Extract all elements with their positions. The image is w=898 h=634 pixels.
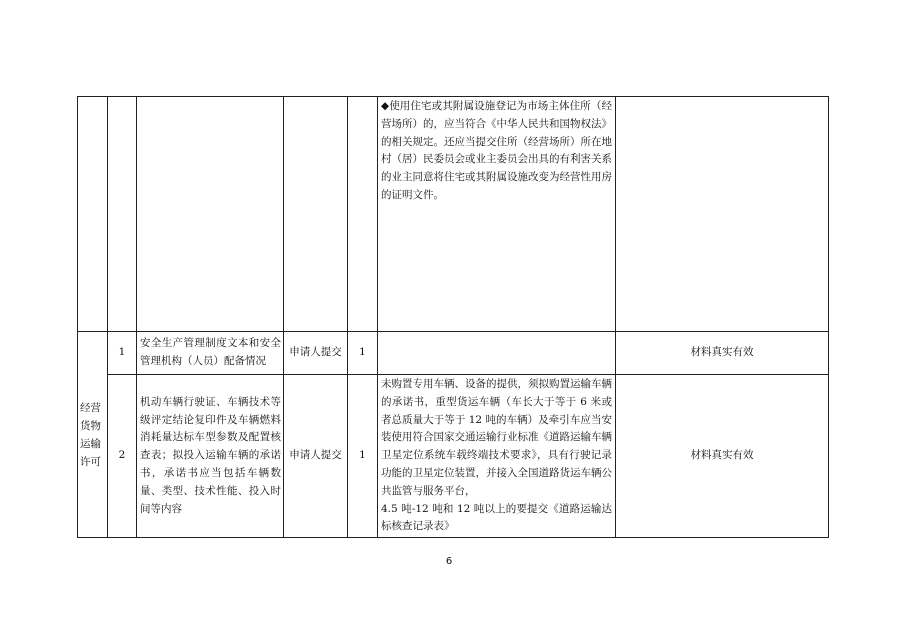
copies-count-cell: 1: [348, 332, 378, 375]
copies-count-cell: 1: [348, 375, 378, 538]
requirement-cell: ◆使用住宅或其附属设施登记为市场主体住所（经营场所）的，应当符合《中华人民共和国物权法》的相关规定。还应当提交住所（经营场所）所在地村（居）民委员会或业主委员会出具的有利害关系的业主同意将住宅或其附属设施改变为经营性用房的证明文件。: [378, 97, 616, 332]
requirement-cell: [378, 332, 616, 375]
requirement-cell: 未购置专用车辆、设备的提供，须拟购置运输车辆的承诺书，重型货运车辆（车长大于等于 6 米或者总质量大于等于 12 吨的车辆）及牵引车应当安装使用符合国家交通运输行业标准《道路运输车辆卫星定位系统车载终端技术要求》，具有行驶记录功能的卫星定位装置，并接入全国道路货运车辆公共监管与服务平台， 4.5 吨-12 吨和 12 吨以上的要提交《道路运输达标核查记录表》: [378, 375, 616, 538]
category-label: 经营货物运输许可: [80, 401, 101, 468]
count-cell-empty: [348, 97, 378, 332]
note-cell-empty: [616, 97, 829, 332]
row-number: 2: [108, 375, 137, 538]
number-cell-empty: [108, 97, 137, 332]
submit-mode-cell: 申请人提交: [284, 375, 348, 538]
materials-table: [77, 96, 829, 538]
material-cell-empty: [137, 97, 284, 332]
material-cell: 安全生产管理制度文本和安全管理机构（人员）配备情况: [137, 332, 284, 375]
category-cell: [78, 332, 108, 538]
row-number: 1: [108, 332, 137, 375]
table-row: [78, 332, 829, 375]
category-cell-empty: [78, 97, 108, 332]
note-cell: 材料真实有效: [616, 375, 829, 538]
table-row: [78, 97, 829, 332]
material-cell: 机动车辆行驶证、车辆技术等级评定结论复印件及车辆燃料消耗量达标车型参数及配置核查表；拟投入运输车辆的承诺书，承诺书应当包括车辆数量、类型、技术性能、投入时间等内容: [137, 375, 284, 538]
mode-cell-empty: [284, 97, 348, 332]
note-cell: 材料真实有效: [616, 332, 829, 375]
page-number: 6: [445, 556, 453, 567]
submit-mode-cell: 申请人提交: [284, 332, 348, 375]
table-row: [78, 375, 829, 538]
